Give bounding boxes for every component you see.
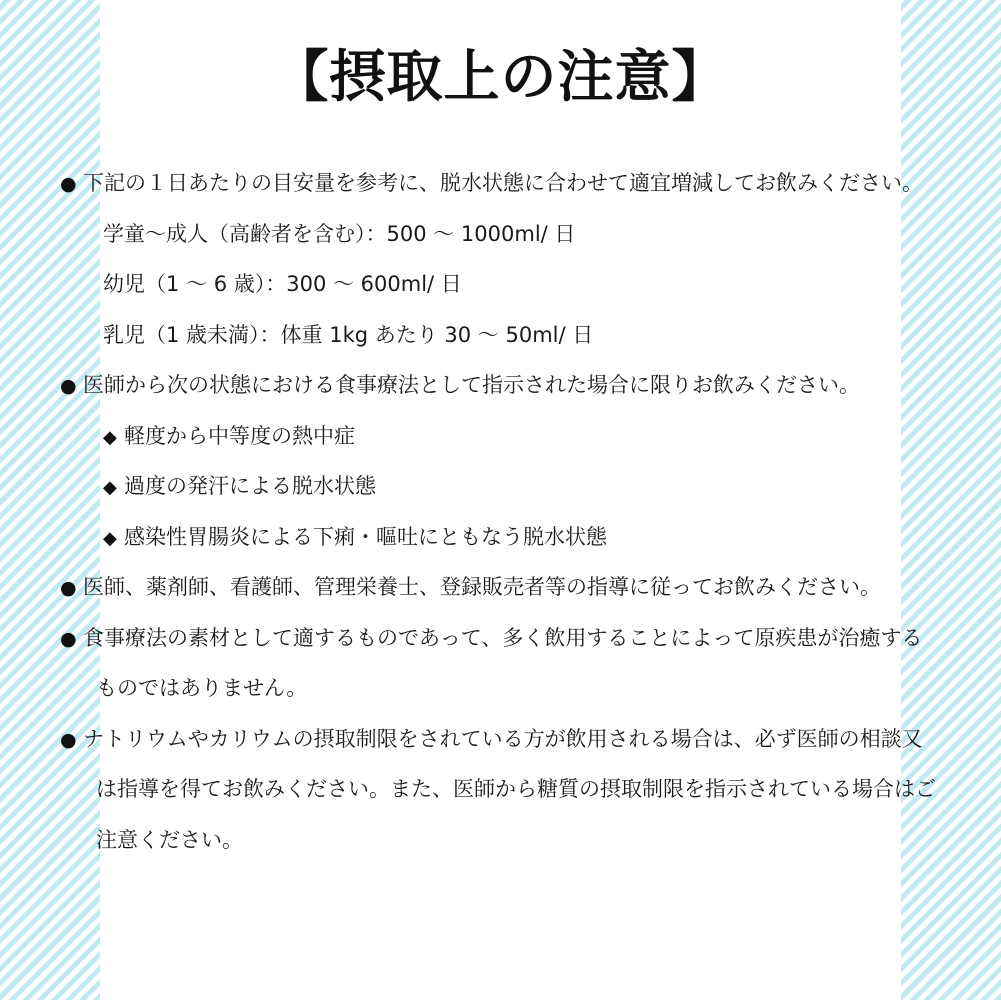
precaution-text: 注意ください。	[96, 827, 243, 852]
bullet-icon: ●	[60, 173, 77, 195]
condition-item	[60, 512, 970, 563]
condition-text: 軽度から中等度の熱中症	[124, 423, 355, 448]
diamond-icon: ◆	[103, 477, 117, 498]
precaution-text: ナトリウムやカリウムの摂取制限をされている方が飲用される場合は、必ず医師の相談又	[83, 726, 923, 751]
precaution-text: 食事療法の素材として適するものであって、多く飲用することによって原疾患が治癒する	[83, 625, 923, 650]
bullet-icon: ●	[60, 375, 77, 397]
diamond-icon: ◆	[103, 527, 117, 549]
precaution-item	[60, 562, 970, 613]
precaution-text: 下記の１日あたりの目安量を参考に、脱水状態に合わせて適宜増減してお飲みください。	[83, 171, 923, 195]
bullet-icon: ●	[60, 627, 77, 650]
dosage-text: 学童〜成人（高齢者を含む）：500 〜 1000ml/ 日	[103, 221, 576, 246]
dosage-line	[60, 259, 970, 310]
condition-item	[60, 461, 970, 512]
precaution-text: ものではありません。	[96, 676, 308, 700]
precaution-continuation	[60, 764, 970, 815]
precaution-continuation	[60, 815, 970, 866]
dosage-text: 幼児（1 〜 6 歳）：300 〜 600ml/ 日	[103, 272, 462, 296]
bullet-icon: ●	[60, 577, 77, 599]
precaution-item	[60, 158, 970, 209]
precaution-continuation	[60, 663, 970, 714]
precaution-text: は指導を得てお飲みください。また、医師から糖質の摂取制限を指示されている場合はご	[96, 777, 936, 801]
dosage-line	[60, 310, 970, 361]
diamond-icon: ◆	[103, 426, 117, 448]
precaution-item	[60, 714, 970, 765]
page-title: 【摂取上の注意】	[272, 45, 729, 110]
precautions-list	[60, 158, 970, 865]
condition-text: 感染性胃腸炎による下痢・嘔吐にともなう脱水状態	[124, 524, 607, 549]
precaution-text: 医師から次の状態における食事療法として指示された場合に限りお飲みください。	[83, 373, 860, 397]
bullet-icon: ●	[60, 728, 77, 751]
condition-text: 過度の発汗による脱水状態	[124, 474, 376, 498]
precaution-item	[60, 613, 970, 664]
dosage-line	[60, 209, 970, 260]
dosage-text: 乳児（1 歳未満）：体重 1kg あたり 30 〜 50ml/ 日	[103, 322, 594, 347]
precaution-item	[60, 360, 970, 411]
precaution-text: 医師、薬剤師、看護師、管理栄養士、登録販売者等の指導に従ってお飲みください。	[83, 575, 881, 599]
condition-item	[60, 411, 970, 462]
